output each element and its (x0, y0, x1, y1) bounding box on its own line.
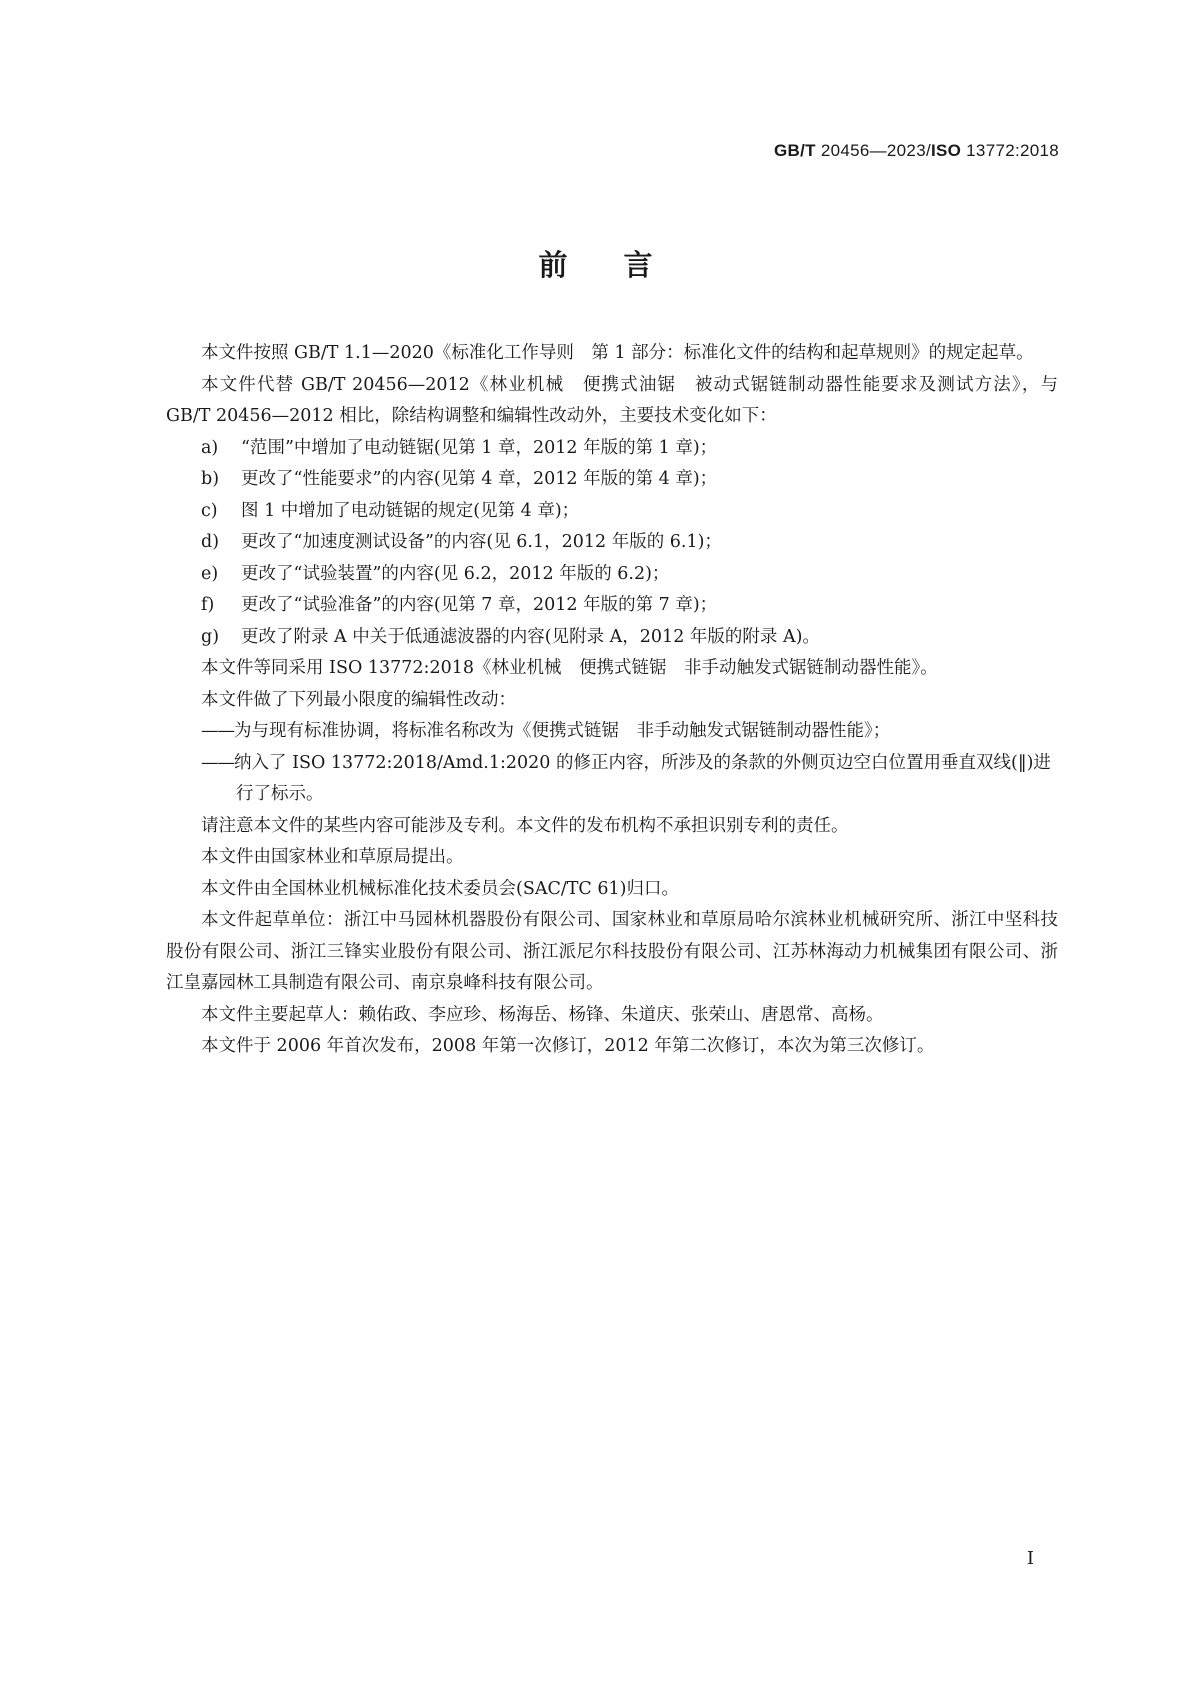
technical-changes-list (166, 433, 1058, 654)
list-item-text: 更改了“试验准备”的内容(见第 7 章，2012 年版的第 7 章)； (241, 595, 718, 615)
page-title: 前言 (538, 248, 709, 282)
standard-code-header (774, 141, 1059, 161)
paragraph-adoption: 本文件等同采用 ISO 13772:2018《林业机械 便携式链锯 非手动触发式锯链制动器性能》。 (201, 658, 938, 678)
list-item-text: 更改了附录 A 中关于低通滤波器的内容(见附录 A，2012 年版的附录 A)。 (241, 626, 820, 647)
list-item (166, 433, 1058, 465)
standard-code-number: 20456—2023/ (815, 141, 931, 160)
paragraph-edits-intro: 本文件做了下列最小限度的编辑性改动： (201, 689, 516, 710)
paragraph-committee: 本文件由全国林业机械标准化技术委员会(SAC/TC 61)归口。 (201, 878, 679, 899)
list-item (166, 590, 1058, 622)
list-marker: a) (201, 437, 219, 458)
list-marker: c) (201, 500, 218, 521)
paragraph-patent-notice: 请注意本文件的某些内容可能涉及专利。本文件的发布机构不承担识别专利的责任。 (201, 815, 849, 836)
list-item (166, 496, 1058, 528)
page-number: I (1026, 1548, 1034, 1569)
paragraph-history: 本文件于 2006 年首次发布，2008 年第一次修订，2012 年第二次修订，本次为第三次修订。 (201, 1036, 935, 1056)
list-item (166, 622, 1058, 654)
list-item-text: 图 1 中增加了电动链锯的规定(见第 4 章)； (241, 500, 580, 521)
dash-item-text: 纳入了 ISO 13772:2018/Amd.1:2020 的修正内容，所涉及的条款的外侧页边空白位置用垂直双线(‖)进行了标示。 (234, 752, 1051, 804)
list-item (166, 464, 1058, 496)
list-marker: b) (201, 469, 220, 489)
list-item-text: 更改了“加速度测试设备”的内容(见 6.1，2012 年版的 6.1)； (241, 532, 722, 552)
list-item (166, 559, 1058, 591)
list-marker: e) (201, 563, 219, 584)
list-item (166, 527, 1058, 559)
paragraph-drafting-units: 本文件起草单位：浙江中马园林机器股份有限公司、国家林业和草原局哈尔滨林业机械研究所、浙江中坚科技股份有限公司、浙江三锋实业股份有限公司、浙江派尼尔科技股份有限公司、江苏林海动力机械集团有限公司、浙江皇嘉园林工具制造有限公司、南京泉峰科技有限公司。 (166, 910, 1058, 993)
paragraph-replacement: 本文件代替 GB/T 20456—2012《林业机械 便携式油锯 被动式锯链制动器性能要求及测试方法》，与 GB/T 20456—2012 相比，除结构调整和编辑性改动外，主要技术变化如下： (166, 374, 1058, 426)
dash-item-text: 为与现有标准协调，将标准名称改为《便携式链锯 非手动触发式锯链制动器性能》； (234, 721, 891, 741)
paragraph-proposer: 本文件由国家林业和草原局提出。 (201, 847, 464, 867)
list-item-text: 更改了“试验装置”的内容(见 6.2，2012 年版的 6.2)； (241, 563, 670, 584)
editorial-changes-list (166, 716, 1058, 811)
dash-marker: —— (201, 721, 234, 741)
standard-code-prefix: GB/T (774, 141, 816, 160)
dash-item (166, 716, 1058, 748)
foreword-body (166, 338, 1058, 1063)
paragraph-drafting-rules: 本文件按照 GB/T 1.1—2020《标准化工作导则 第 1 部分：标准化文件的结构和起草规则》的规定起草。 (201, 343, 1034, 363)
paragraph-drafters: 本文件主要起草人：赖佑政、李应珍、杨海岳、杨锋、朱道庆、张荣山、唐恩常、高杨。 (201, 1004, 884, 1025)
list-marker: d) (201, 532, 220, 552)
standard-code-iso: ISO (930, 141, 962, 160)
dash-marker: —— (201, 752, 234, 773)
list-item-text: 更改了“性能要求”的内容(见第 4 章，2012 年版的第 4 章)； (241, 469, 718, 489)
list-item-text: “范围”中增加了电动链锯(见第 1 章，2012 年版的第 1 章)； (241, 437, 718, 458)
standard-code-iso-number: 13772:2018 (961, 141, 1059, 160)
list-marker: g) (201, 626, 220, 647)
list-marker: f) (201, 595, 215, 615)
dash-item (166, 748, 1058, 811)
